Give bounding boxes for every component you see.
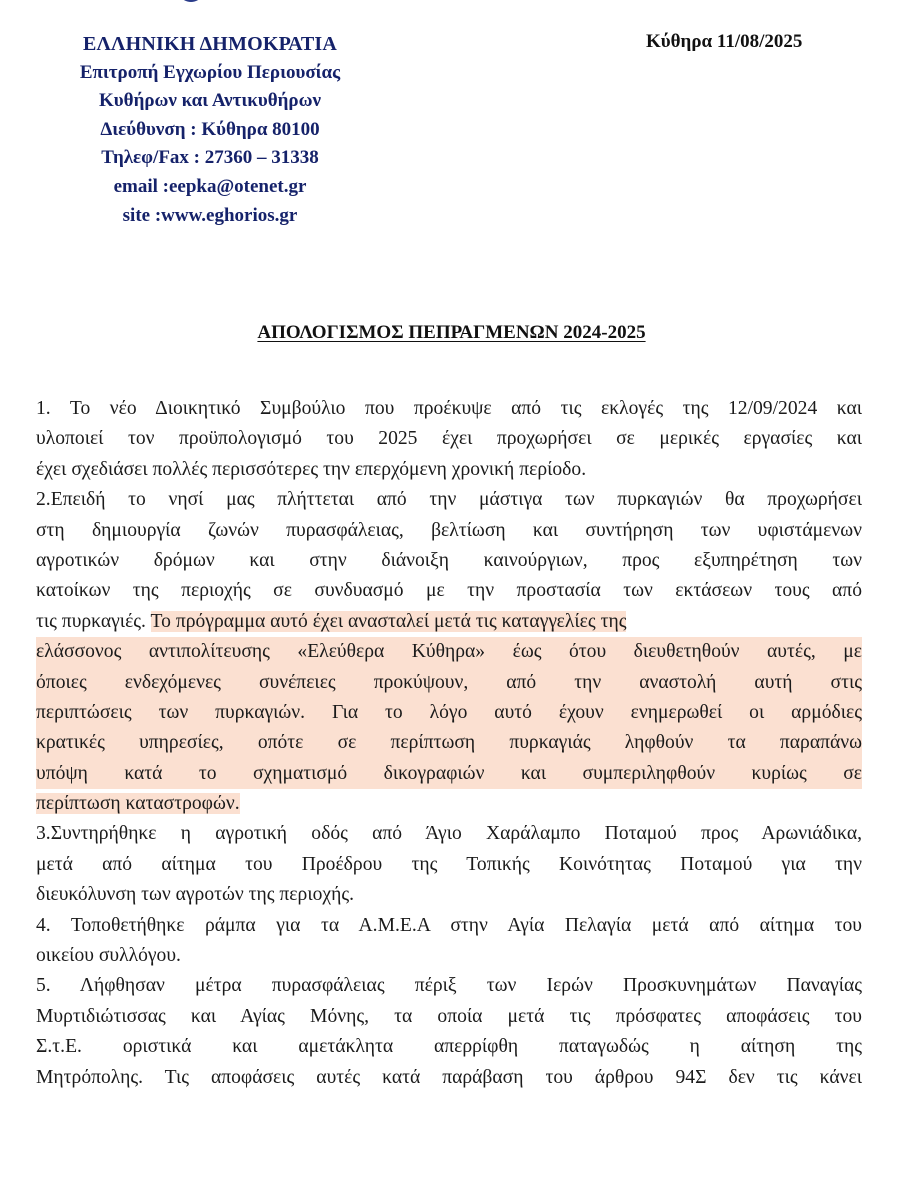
highlighted-line: όποιες ενδεχόμενες συνέπειες προκύψουν, από την αναστολή αυτή στις	[36, 668, 862, 698]
document-body	[36, 394, 862, 1093]
document-title-text: ΑΠΟΛΟΓΙΣΜΟΣ ΠΕΠΡΑΓΜΕΝΩΝ 2024-2025	[257, 322, 646, 343]
letterhead-site: site :www.eghorios.gr	[122, 204, 298, 226]
letterhead-country: ΕΛΛΗΝΙΚΗ ΔΗΜΟΚΡΑΤΙΑ	[82, 33, 338, 55]
letterhead	[40, 30, 380, 230]
body-line: Σ.τ.Ε. οριστικά και αμετάκλητα απερρίφθη παταγωδώς η αίτηση της	[36, 1036, 862, 1058]
body-line: μετά από αίτημα του Προέδρου της Τοπικής Κοινότητας Ποταμού για την	[36, 853, 862, 875]
letterhead-organization: Επιτροπή Εγχωρίου Περιουσίας	[79, 61, 341, 83]
body-line: αγροτικών δρόμων και στην διάνοιξη καινούργιων, προς εξυπηρέτηση των	[36, 549, 862, 571]
body-line: κατοίκων της περιοχής σε συνδυασμό με την προστασία των εκτάσεων τους από	[36, 580, 862, 602]
highlighted-text: Το πρόγραμμα αυτό έχει ανασταλεί μετά τις καταγγελίες της	[150, 610, 627, 632]
body-line: 3.Συντηρήθηκε η αγροτική οδός από Άγιο Χαράλαμπο Ποταμού προς Αρωνιάδικα,	[36, 823, 862, 845]
body-line-split	[36, 607, 862, 637]
body-line: 4. Τοποθετήθηκε ράμπα για τα Α.Μ.Ε.Α στην Αγία Πελαγία μετά από αίτημα του	[36, 914, 862, 936]
body-line: διευκόλυνση των αγροτών της περιοχής.	[36, 884, 354, 906]
letterhead-region: Κυθήρων και Αντικυθήρων	[99, 90, 321, 112]
body-line: 2.Επειδή το νησί μας πλήττεται από την μάστιγα των πυρκαγιών θα προχωρήσει	[36, 489, 862, 511]
highlighted-line: περιπτώσεις των πυρκαγιών. Για το λόγο αυτό έχουν ενημερωθεί οι αρμόδιες	[36, 698, 862, 728]
letterhead-address: Διεύθυνση : Κύθηρα 80100	[100, 118, 320, 140]
letterhead-email: email :eepka@otenet.gr	[113, 175, 307, 197]
body-line: 5. Λήφθησαν μέτρα πυρασφάλειας πέριξ των Ιερών Προσκυνημάτων Παναγίας	[36, 975, 862, 997]
body-line: οικείου συλλόγου.	[36, 945, 181, 967]
highlighted-line	[36, 789, 862, 819]
highlighted-line: κρατικές υπηρεσίες, οπότε σε περίπτωση πυρκαγιάς ληφθούν τα παραπάνω	[36, 728, 862, 758]
coat-of-arms-icon	[168, 0, 214, 8]
document-date: Κύθηρα 11/08/2025	[646, 31, 803, 52]
body-line: 1. Το νέο Διοικητικό Συμβούλιο που προέκυψε από τις εκλογές της 12/09/2024 και	[36, 398, 862, 419]
body-line: Μυρτιδιώτισσας και Αγίας Μόνης, τα οποία μετά τις πρόσφατες αποφάσεις του	[36, 1005, 862, 1027]
body-line: Μητρόπολης. Τις αποφάσεις αυτές κατά παράβαση του άρθρου 94Σ δεν τις κάνει	[36, 1066, 862, 1088]
document-title	[0, 322, 903, 344]
highlighted-line: ελάσσονος αντιπολίτευσης «Ελεύθερα Κύθηρα» έως ότου διευθετηθούν αυτές, με	[36, 637, 862, 667]
letterhead-phone: Τηλεφ/Fax : 27360 – 31338	[101, 147, 319, 169]
body-line: έχει σχεδιάσει πολλές περισσότερες την επερχόμενη χρονική περίοδο.	[36, 458, 587, 480]
body-line: υλοποιεί τον προϋπολογισμό του 2025 έχει προχωρήσει σε μερικές εργασίες και	[36, 428, 862, 450]
body-line-plain-part: τις πυρκαγιές.	[36, 610, 151, 632]
highlighted-text: περίπτωση καταστροφών.	[36, 793, 240, 815]
highlighted-line: υπόψη κατά το σχηματισμό δικογραφιών και συμπεριληφθούν κυρίως σε	[36, 759, 862, 789]
body-line: στη δημιουργία ζωνών πυρασφάλειας, βελτίωση και συντήρηση των υφιστάμενων	[36, 519, 862, 541]
